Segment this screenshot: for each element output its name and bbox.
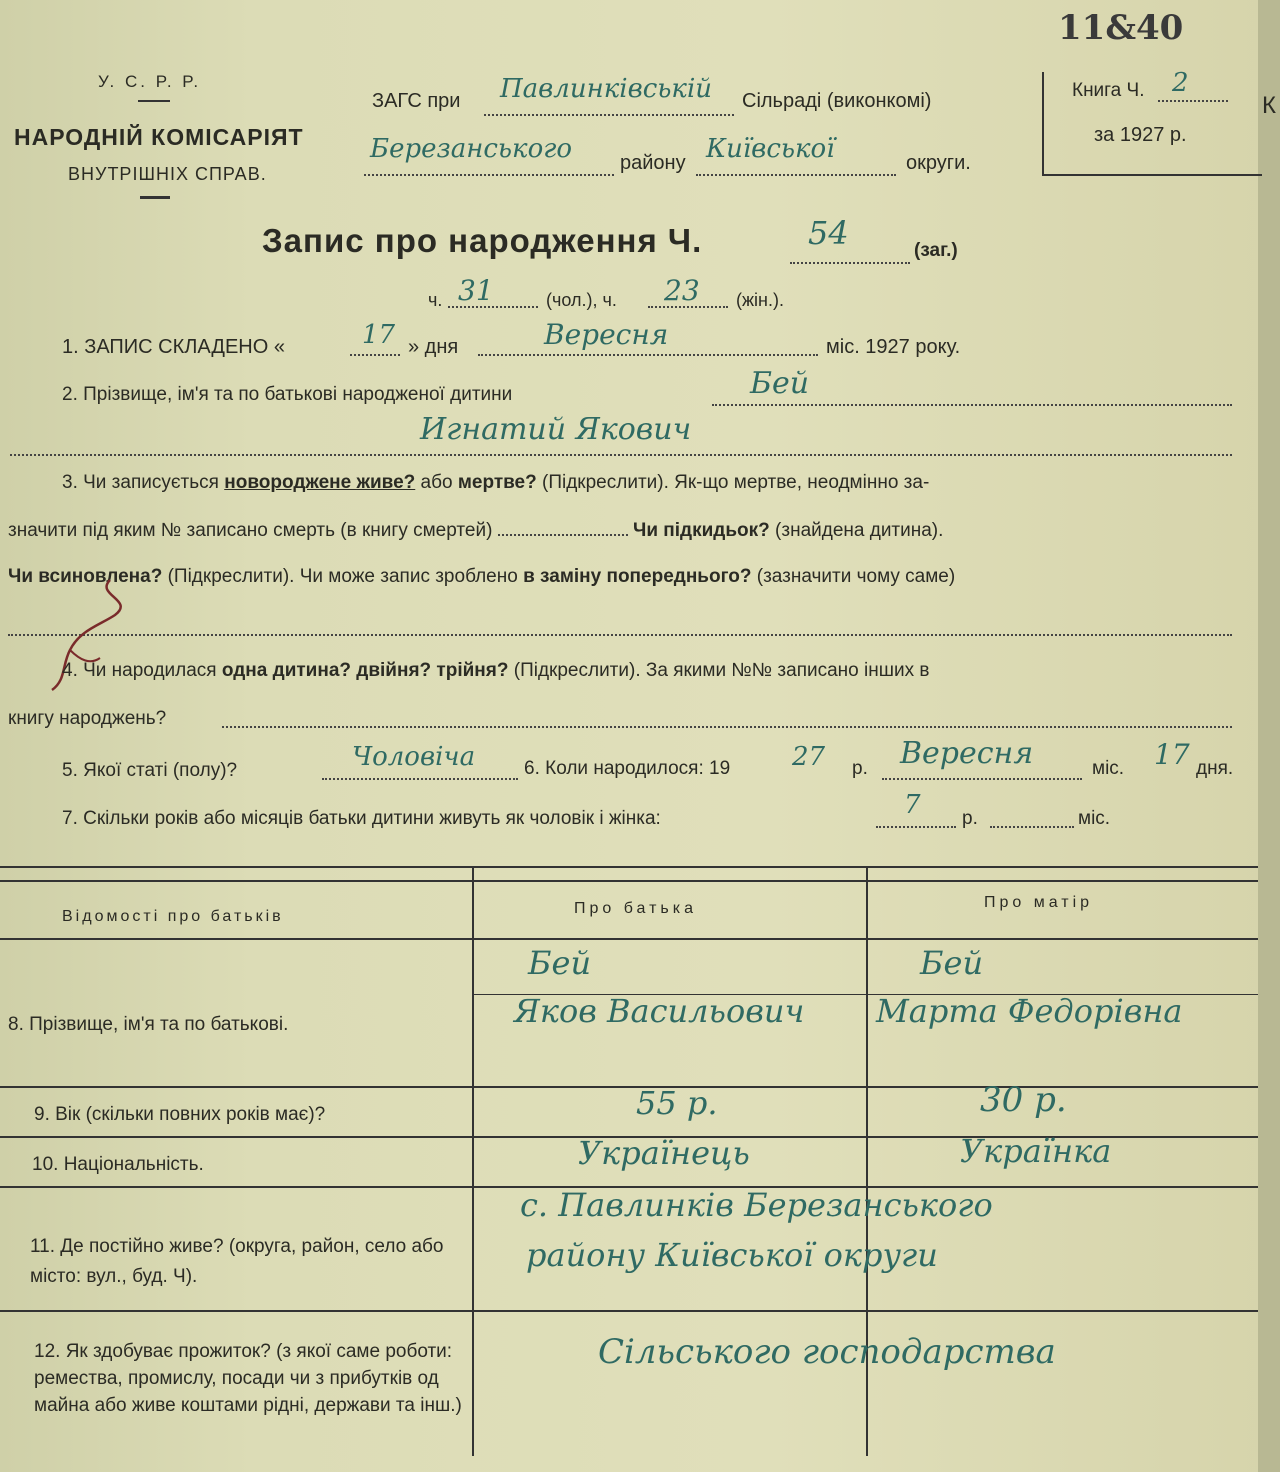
q6-label: 6. Коли народилося: 19 xyxy=(524,758,731,779)
table-top-line xyxy=(0,866,1258,868)
archive-mark: 11&40 xyxy=(1058,8,1184,48)
row-label: 10. Національність. xyxy=(32,1154,204,1175)
right-edge-letter: К xyxy=(1262,92,1276,119)
column-divider xyxy=(472,866,474,1456)
q6-year: 27 xyxy=(792,742,826,772)
q1-prefix: 1. ЗАПИС СКЛАДЕНО « xyxy=(62,336,285,358)
issuer-dept: ВНУТРІШНІХ СПРАВ. xyxy=(68,164,267,184)
q7-years: 7 xyxy=(904,790,921,820)
q3-adopted: Чи всиновлена? xyxy=(8,566,163,587)
q7-label: 7. Скільки років або місяців батьки дитини живуть як чоловік і жінка: xyxy=(62,808,661,829)
q3-dead: мертве? xyxy=(457,472,537,493)
father-nationality: Українець xyxy=(578,1134,750,1172)
zags-raion-name: Березанського xyxy=(370,134,573,164)
q3-text: або xyxy=(420,472,453,493)
record-number: 54 xyxy=(808,214,849,252)
q5-value: Чоловіча xyxy=(352,742,476,772)
row-label: 9. Вік (скільки повних років має)? xyxy=(34,1104,326,1125)
q3-foundling: Чи підкидьок? xyxy=(632,520,770,541)
q2-name: Игнатий Якович xyxy=(420,412,692,447)
q3-replacement: в заміну попереднього? xyxy=(523,566,752,587)
q4-options: одна дитина? двійня? трійня? xyxy=(221,660,509,681)
book-label: Книга Ч. xyxy=(1072,80,1145,101)
q1-suffix: міс. 1927 року. xyxy=(826,336,961,358)
count-female: 23 xyxy=(664,274,700,307)
q1-mid: » дня xyxy=(408,336,459,358)
father-name: Яков Васильович xyxy=(514,992,805,1030)
father-age: 55 р. xyxy=(636,1084,718,1122)
mother-age: 30 р. xyxy=(980,1080,1067,1120)
q2-surname: Бей xyxy=(750,366,810,401)
zags-okruga-name: Київської xyxy=(706,134,835,164)
residence-line2: району Київської округи xyxy=(526,1236,938,1274)
book-number: 2 xyxy=(1172,68,1189,98)
count-male: 31 xyxy=(458,274,494,307)
book-year: за 1927 р. xyxy=(1094,124,1187,146)
q2-label: 2. Прізвище, ім'я та по батькові народженої дитини xyxy=(62,384,513,405)
q6-day: 17 xyxy=(1154,738,1190,771)
mother-name: Марта Федорівна xyxy=(876,992,1183,1030)
q3-text: значити під яким № записано смерть (в книгу смертей) xyxy=(8,520,493,541)
count-male-label: ч. xyxy=(428,290,443,310)
q7-r: р. xyxy=(962,808,978,829)
q3-text: 3. Чи записується xyxy=(62,472,219,493)
livelihood: Сільського господарства xyxy=(598,1332,1056,1372)
q3-text: (Підкреслити). Як-що мертве, неодмінно за- xyxy=(542,472,930,493)
q4-text: 4. Чи народилася xyxy=(62,660,217,681)
q3-text: (знайдена дитина). xyxy=(775,520,944,541)
father-surname: Бей xyxy=(528,944,592,982)
row-divider xyxy=(0,1086,1258,1088)
zags-raion: району xyxy=(620,152,686,174)
q4-line2: книгу народжень? xyxy=(8,708,167,729)
table-header-line xyxy=(0,938,1258,940)
record-title: Запис про народження Ч. xyxy=(262,222,703,259)
divider xyxy=(140,196,170,199)
count-male-suffix: (чол.), ч. xyxy=(546,290,617,310)
zags-okruga: округи. xyxy=(906,152,971,174)
mother-surname: Бей xyxy=(920,944,984,982)
divider xyxy=(138,100,170,102)
zags-village: Павлинківській xyxy=(500,74,713,104)
issuer-republic: У. С. Р. Р. xyxy=(98,72,202,91)
row-divider xyxy=(0,1310,1258,1312)
q3-text: (Підкреслити). Чи може запис зроблено xyxy=(167,566,518,587)
zags-council: Сільраді (виконкомі) xyxy=(742,90,932,112)
q1-day: 17 xyxy=(362,320,396,350)
q5-label: 5. Якої статі (полу)? xyxy=(62,760,238,781)
q4-text: (Підкреслити). За якими №№ записано інших в xyxy=(513,660,930,681)
q3-text: (зазначити чому саме) xyxy=(756,566,956,587)
table-header: Про матір xyxy=(984,894,1094,911)
table-top-line xyxy=(0,880,1258,882)
issuer-commissariat: НАРОДНІЙ КОМІСАРІЯТ xyxy=(14,124,304,150)
q6-dnya: дня. xyxy=(1196,758,1234,779)
q7-mis: міс. xyxy=(1078,808,1111,829)
count-female-suffix: (жін.). xyxy=(736,290,784,310)
residence-line1: с. Павлинків Березанського xyxy=(520,1186,993,1224)
q1-month: Вересня xyxy=(544,318,669,351)
record-title-suffix: (заг.) xyxy=(914,240,958,261)
row-label: 11. Де постійно живе? (округа, район, село або місто: вул., буд. Ч). xyxy=(30,1236,444,1287)
q6-r: р. xyxy=(852,758,868,779)
q3-alive: новороджене живе? xyxy=(224,472,416,493)
row-label: 8. Прізвище, ім'я та по батькові. xyxy=(8,1014,289,1035)
table-header: Про батька xyxy=(574,900,697,917)
zags-prefix: ЗАГС при xyxy=(372,90,461,112)
table-header: Відомості про батьків xyxy=(62,908,284,925)
mother-nationality: Українка xyxy=(960,1132,1112,1170)
q6-mis: міс. xyxy=(1092,758,1125,779)
row-label: 12. Як здобуває прожиток? (з якої саме роботи: ремества, промислу, посади чи з прибутків од майна або живе коштами рідні, держави та інш.) xyxy=(34,1341,462,1416)
q6-month: Вересня xyxy=(900,736,1034,771)
page-edge xyxy=(1258,0,1280,1472)
